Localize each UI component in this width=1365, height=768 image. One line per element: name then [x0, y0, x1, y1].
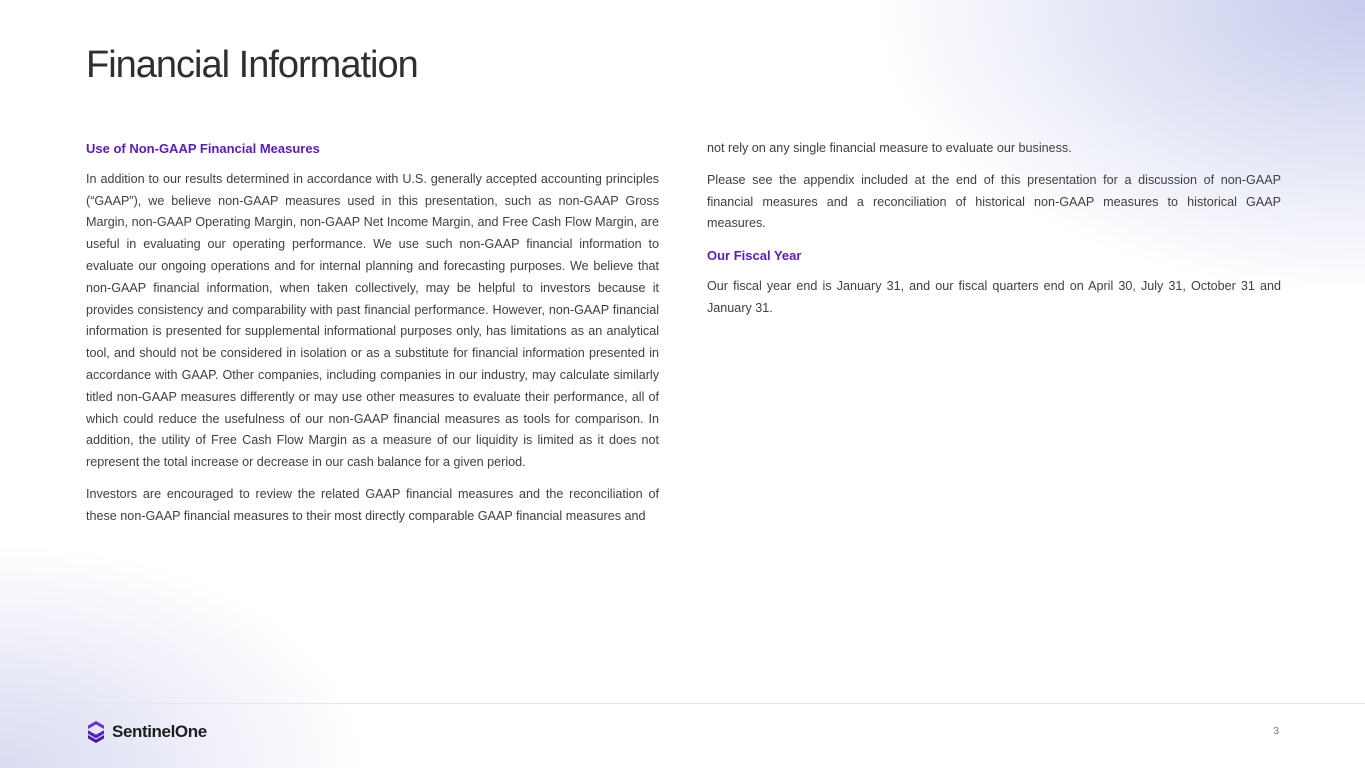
non-gaap-heading: Use of Non-GAAP Financial Measures: [86, 141, 320, 156]
fiscal-year-paragraph: Our fiscal year end is January 31, and our fiscal quarters end on April 30, July 31, October 31 and January 31.: [707, 278, 1281, 315]
right-column: [707, 138, 1281, 330]
footer-divider: [0, 703, 1365, 704]
continuation-paragraph: not rely on any single financial measure to evaluate our business.: [707, 141, 1072, 155]
brand-logo: [86, 720, 207, 744]
left-column: [86, 138, 659, 538]
fiscal-year-heading: Our Fiscal Year: [707, 248, 802, 264]
sentinelone-logo-icon: [86, 720, 106, 744]
non-gaap-paragraph-1: In addition to our results determined in accordance with U.S. generally accepted accounting principles (“GAAP”), we believe non-GAAP measures used in this presentation, such as non-GAAP Gross Margin, non-GAAP Operating Margin, non-GAAP Net Income Margin, and Free Cash Flow Margin, are useful in evaluating our operating performance. We use such non-GAAP financial information to evaluate our ongoing operations and for internal planning and forecasting purposes. We believe that non-GAAP financial information, when taken collectively, may be helpful to investors because it provides consistency and comparability with past financial performance. However, non-GAAP financial information is presented for supplemental informational purposes only, has limitations as an analytical tool, and should not be considered in isolation or as a substitute for financial information presented in accordance with GAAP. Other companies, including companies in our industry, may calculate similarly titled non-GAAP measures differently or may use other measures to evaluate their performance, all of which could reduce the usefulness of our non-GAAP financial measures as tools for comparison. In addition, the utility of Free Cash Flow Margin as a measure of our liquidity is limited as it does not represent the total increase or decrease in our cash balance for a given period.: [86, 171, 659, 470]
non-gaap-paragraph-2: Investors are encouraged to review the related GAAP financial measures and the reconciliation of these non-GAAP financial measures to their most directly comparable GAAP financial measures and: [86, 486, 659, 523]
brand-name: SentinelOne: [112, 722, 207, 741]
page-number: 3: [1273, 726, 1279, 737]
slide-title: Financial Information: [86, 44, 418, 86]
appendix-paragraph: Please see the appendix included at the end of this presentation for a discussion of non-GAAP financial measures and a reconciliation of historical non-GAAP measures to historical GAAP measures.: [707, 172, 1281, 231]
